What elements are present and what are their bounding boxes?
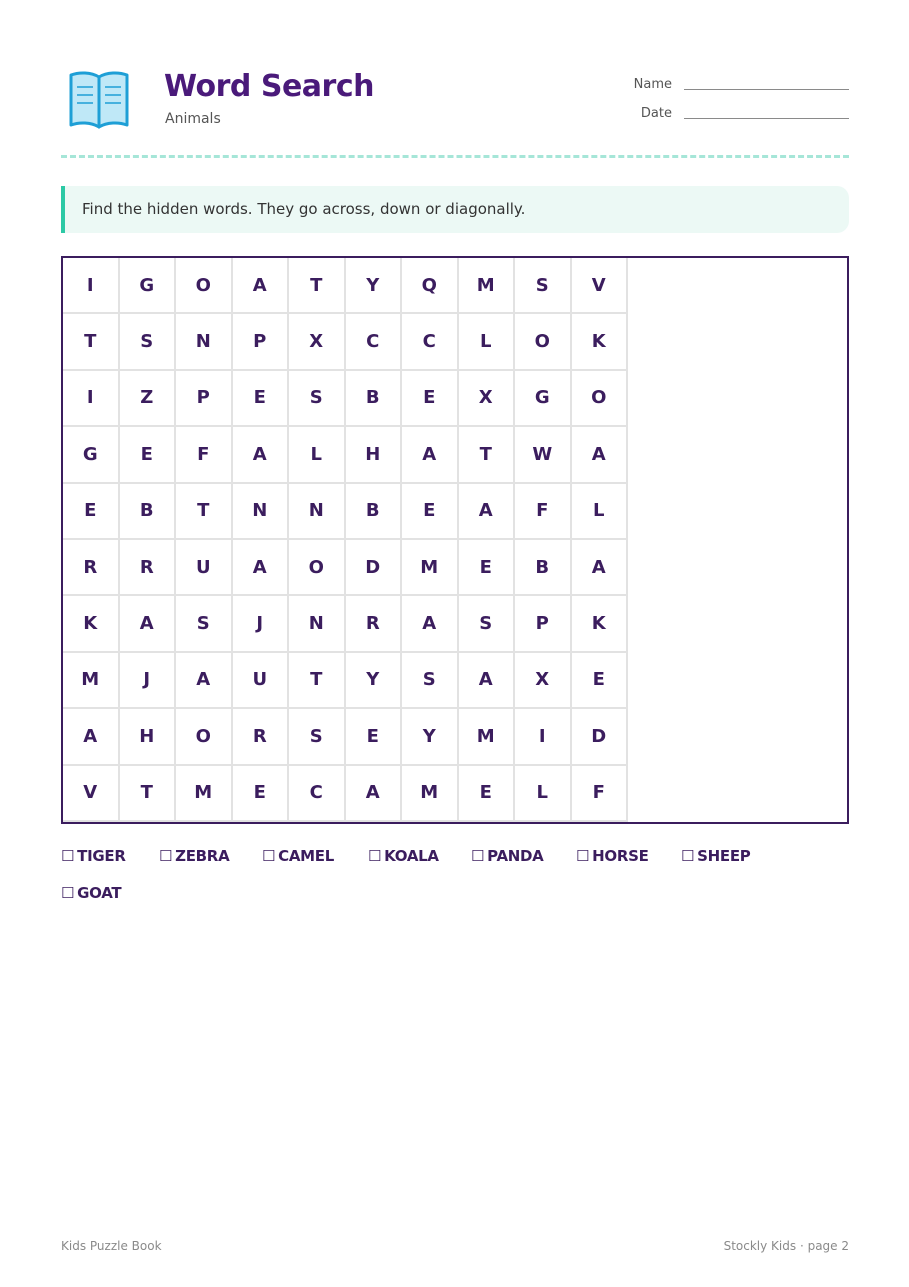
word-label: TIGER	[77, 847, 126, 865]
grid-cell[interactable]: P	[233, 314, 290, 370]
grid-cell[interactable]: V	[63, 766, 120, 822]
grid-cell[interactable]: S	[120, 314, 177, 370]
checkbox-icon[interactable]: ☐	[159, 847, 173, 865]
grid-cell[interactable]: A	[402, 427, 459, 483]
grid-cell[interactable]: A	[402, 596, 459, 652]
grid-cell[interactable]: R	[233, 709, 290, 765]
grid-cell[interactable]: A	[459, 484, 516, 540]
grid-cell[interactable]: A	[63, 709, 120, 765]
grid-cell[interactable]: A	[572, 427, 629, 483]
grid-cell[interactable]: Y	[346, 258, 403, 314]
grid-cell[interactable]: A	[233, 258, 290, 314]
date-field[interactable]	[609, 105, 849, 125]
grid-cell[interactable]: S	[402, 653, 459, 709]
word-label: PANDA	[487, 847, 544, 865]
grid-cell[interactable]: K	[572, 596, 629, 652]
grid-cell[interactable]: F	[572, 766, 629, 822]
word-item-camel[interactable]	[262, 845, 334, 867]
grid-cell[interactable]: Y	[346, 653, 403, 709]
grid-cell[interactable]: O	[515, 314, 572, 370]
grid-cell[interactable]: C	[402, 314, 459, 370]
grid-cell[interactable]: E	[233, 766, 290, 822]
grid-cell[interactable]: M	[402, 766, 459, 822]
grid-cell[interactable]: A	[346, 766, 403, 822]
grid-cell[interactable]: Y	[402, 709, 459, 765]
grid-cell[interactable]: A	[233, 427, 290, 483]
word-label: SHEEP	[697, 847, 751, 865]
grid-cell[interactable]: E	[459, 540, 516, 596]
grid-cell[interactable]: L	[459, 314, 516, 370]
grid-cell[interactable]: S	[289, 371, 346, 427]
date-label: Date	[640, 106, 672, 121]
grid-cell[interactable]: T	[63, 314, 120, 370]
grid-cell[interactable]: K	[572, 314, 629, 370]
grid-cell[interactable]: I	[63, 371, 120, 427]
grid-cell[interactable]: L	[572, 484, 629, 540]
word-label: ZEBRA	[175, 847, 230, 865]
grid-cell[interactable]: X	[289, 314, 346, 370]
grid-cell[interactable]: A	[572, 540, 629, 596]
grid-cell[interactable]: T	[459, 427, 516, 483]
grid-cell[interactable]: P	[515, 596, 572, 652]
grid-cell[interactable]: E	[120, 427, 177, 483]
grid-cell[interactable]: P	[176, 371, 233, 427]
grid-cell[interactable]: I	[63, 258, 120, 314]
word-label: HORSE	[592, 847, 649, 865]
word-item-goat[interactable]	[61, 882, 121, 904]
grid-cell[interactable]: T	[176, 484, 233, 540]
grid-cell[interactable]: E	[572, 653, 629, 709]
page-title: Word Search	[164, 69, 374, 104]
word-item-horse[interactable]	[576, 845, 649, 867]
checkbox-icon[interactable]: ☐	[368, 847, 382, 865]
checkbox-icon[interactable]: ☐	[681, 847, 695, 865]
grid-cell[interactable]: T	[120, 766, 177, 822]
grid-cell[interactable]: T	[289, 258, 346, 314]
grid-cell[interactable]: C	[346, 314, 403, 370]
grid-cell[interactable]: J	[120, 653, 177, 709]
name-line[interactable]	[684, 89, 849, 90]
grid-cell[interactable]: H	[120, 709, 177, 765]
grid-cell[interactable]: E	[346, 709, 403, 765]
grid-cell[interactable]: W	[515, 427, 572, 483]
dashed-divider	[61, 155, 849, 158]
grid-cell[interactable]: M	[176, 766, 233, 822]
date-line[interactable]	[684, 118, 849, 119]
grid-cell[interactable]: R	[120, 540, 177, 596]
grid-cell[interactable]: X	[459, 371, 516, 427]
grid-cell[interactable]: U	[233, 653, 290, 709]
grid-cell[interactable]: D	[346, 540, 403, 596]
word-label: KOALA	[384, 847, 439, 865]
checkbox-icon[interactable]: ☐	[262, 847, 276, 865]
checkbox-icon[interactable]: ☐	[471, 847, 485, 865]
grid-cell[interactable]: B	[346, 484, 403, 540]
name-label: Name	[633, 77, 672, 92]
grid-cell[interactable]: L	[289, 427, 346, 483]
page-subtitle: Animals	[165, 111, 221, 127]
word-item-zebra[interactable]	[159, 845, 229, 867]
grid-cell[interactable]: D	[572, 709, 629, 765]
grid-cell[interactable]: G	[63, 427, 120, 483]
grid-cell[interactable]: X	[515, 653, 572, 709]
grid-cell[interactable]: O	[176, 709, 233, 765]
grid-cell[interactable]: V	[572, 258, 629, 314]
name-field[interactable]	[609, 76, 849, 96]
checkbox-icon[interactable]: ☐	[61, 884, 75, 902]
open-book-icon	[67, 69, 131, 129]
grid-cell[interactable]: F	[515, 484, 572, 540]
worksheet-header	[61, 64, 849, 140]
grid-cell[interactable]: H	[346, 427, 403, 483]
grid-cell[interactable]: E	[402, 371, 459, 427]
footer-page-info: Stockly Kids · page 2	[723, 1239, 849, 1253]
word-label: CAMEL	[278, 847, 335, 865]
grid-cell[interactable]: J	[233, 596, 290, 652]
grid-cell[interactable]: L	[515, 766, 572, 822]
grid-cell[interactable]: E	[63, 484, 120, 540]
word-search-frame	[61, 256, 849, 824]
grid-cell[interactable]: C	[289, 766, 346, 822]
grid-cell[interactable]: A	[176, 653, 233, 709]
grid-cell[interactable]: O	[176, 258, 233, 314]
grid-cell[interactable]: S	[515, 258, 572, 314]
grid-cell[interactable]: M	[459, 258, 516, 314]
grid-cell[interactable]: N	[289, 596, 346, 652]
checkbox-icon[interactable]: ☐	[576, 847, 590, 865]
grid-cell[interactable]: R	[346, 596, 403, 652]
grid-cell[interactable]: N	[289, 484, 346, 540]
grid-cell[interactable]: B	[120, 484, 177, 540]
word-search-grid	[63, 258, 628, 822]
word-item-panda[interactable]	[471, 845, 544, 867]
grid-cell[interactable]: B	[515, 540, 572, 596]
grid-cell[interactable]: T	[289, 653, 346, 709]
grid-cell[interactable]: S	[459, 596, 516, 652]
grid-cell[interactable]: A	[120, 596, 177, 652]
grid-cell[interactable]: B	[346, 371, 403, 427]
word-item-sheep[interactable]	[681, 845, 751, 867]
word-item-koala[interactable]	[368, 845, 439, 867]
grid-cell[interactable]: E	[459, 766, 516, 822]
grid-cell[interactable]: O	[572, 371, 629, 427]
grid-cell[interactable]: N	[176, 314, 233, 370]
grid-cell[interactable]: Z	[120, 371, 177, 427]
grid-cell[interactable]: G	[120, 258, 177, 314]
footer-book-title: Kids Puzzle Book	[61, 1239, 162, 1253]
instructions-text: Find the hidden words. They go across, down or diagonally.	[82, 200, 526, 218]
grid-cell[interactable]: S	[289, 709, 346, 765]
grid-cell[interactable]: Q	[402, 258, 459, 314]
grid-cell[interactable]: M	[402, 540, 459, 596]
grid-cell[interactable]: S	[176, 596, 233, 652]
grid-cell[interactable]: I	[515, 709, 572, 765]
grid-cell[interactable]: O	[289, 540, 346, 596]
grid-cell[interactable]: F	[176, 427, 233, 483]
word-label: GOAT	[77, 884, 122, 902]
grid-cell[interactable]: M	[459, 709, 516, 765]
grid-cell[interactable]: R	[63, 540, 120, 596]
grid-cell[interactable]: G	[515, 371, 572, 427]
instructions-box	[61, 186, 849, 233]
grid-cell[interactable]: M	[63, 653, 120, 709]
grid-cell[interactable]: E	[233, 371, 290, 427]
grid-cell[interactable]: K	[63, 596, 120, 652]
grid-cell[interactable]: U	[176, 540, 233, 596]
grid-cell[interactable]: N	[233, 484, 290, 540]
grid-cell[interactable]: E	[402, 484, 459, 540]
grid-cell[interactable]: A	[459, 653, 516, 709]
checkbox-icon[interactable]: ☐	[61, 847, 75, 865]
grid-cell[interactable]: A	[233, 540, 290, 596]
word-item-tiger[interactable]	[61, 845, 126, 867]
